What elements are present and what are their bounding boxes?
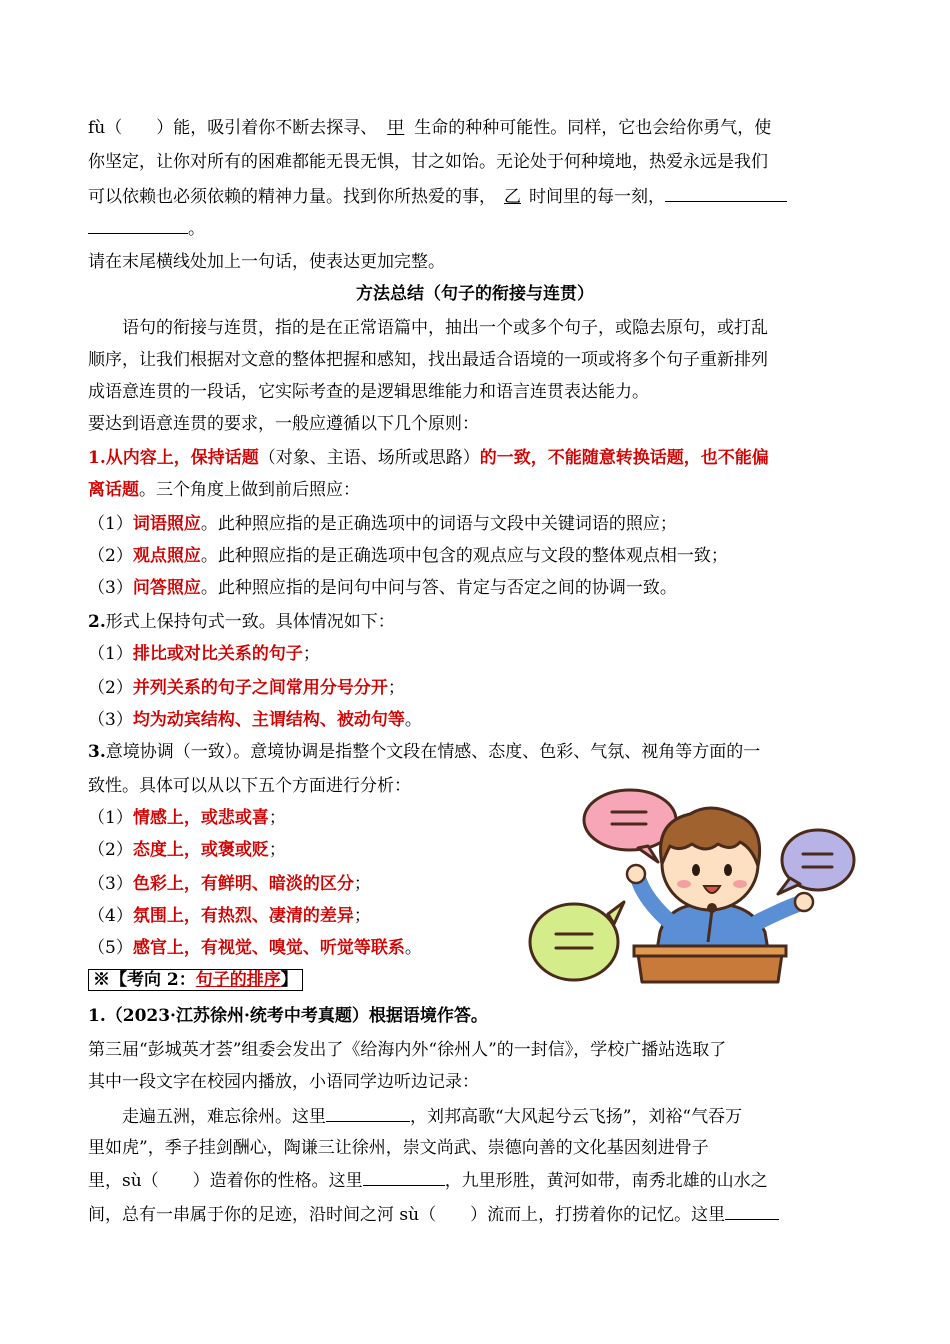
principle-2-item-3: （3）均为动宾结构、主谓结构、被动句等。 bbox=[88, 710, 422, 730]
principle-2-item-2: （2）并列关系的句子之间常用分号分开； bbox=[88, 678, 405, 698]
question-1-text-2: 里如虎”，季子挂剑酬心，陶谦三让徐州，崇文尚武、崇德向善的文化基因刻进骨子 bbox=[88, 1138, 709, 1158]
answer-blank-5 bbox=[725, 1202, 779, 1220]
principle-2-item-1: （1）排比或对比关系的句子； bbox=[88, 644, 320, 664]
principle-3-item-5: （5）感官上，有视觉、嗅觉、听觉等联系。 bbox=[88, 938, 422, 958]
principle-1-line-1: 1.从内容上，保持话题（对象、主语、场所或思路）的一致，不能随意转换话题，也不能偏 bbox=[88, 448, 769, 468]
passage-line-4: 。 bbox=[88, 216, 205, 241]
answer-blank-3 bbox=[326, 1104, 410, 1122]
method-intro-3: 成语意连贯的一段话，它实际考查的是逻辑思维能力和语言连贯表达能力。 bbox=[88, 382, 649, 402]
principle-2: 2.形式上保持句式一致。具体情况如下： bbox=[88, 612, 395, 632]
green-speech-bubble bbox=[530, 902, 624, 980]
method-intro-4: 要达到语意连贯的要求，一般应遵循以下几个原则： bbox=[88, 414, 479, 434]
method-intro-1: 语句的衔接与连贯，指的是在正常语篇中，抽出一个或多个句子，或隐去原句，或打乱 bbox=[122, 318, 768, 338]
answer-blank-2 bbox=[88, 216, 188, 234]
principle-1-item-2: （2）观点照应。此种照应指的是正确选项中包含的观点应与文段的整体观点相一致； bbox=[88, 546, 728, 566]
question-1-text-4: 间，总有一串属于你的足迹，沿时间之河 sù（ ）流而上，打捞着你的记忆。这里 bbox=[88, 1202, 779, 1227]
question-1-text-1: 走遍五洲，难忘徐州。这里 ，刘邦高歌“大风起兮云飞扬”，刘裕“气吞万 bbox=[122, 1104, 742, 1129]
answer-blank-1 bbox=[665, 184, 787, 202]
question-1-intro-1: 第三届“彭城英才荟”组委会发出了《给海内外“徐州人”的一封信》，学校广播站选取了 bbox=[88, 1040, 727, 1060]
principle-3-line-2: 致性。具体可以从以下五个方面进行分析： bbox=[88, 776, 411, 796]
speaking-boy-illustration bbox=[520, 782, 860, 987]
principle-1-item-1: （1）词语照应。此种照应指的是正确选项中的词语与文段中关键词语的照应； bbox=[88, 514, 677, 534]
blank-jia: 甲 bbox=[387, 118, 405, 138]
instruction: 请在末尾横线处加上一句话，使表达更加完整。 bbox=[88, 252, 445, 272]
passage-line-3: 可以依赖也必须依赖的精神力量。找到你所热爱的事， 乙 时间里的每一刻， bbox=[88, 184, 787, 209]
principle-3-line-1: 3.意境协调（一致）。意境协调是指整个文段在情感、态度、色彩、气氛、视角等方面的一 bbox=[88, 742, 761, 762]
principle-3-item-2: （2）态度上，或褒或贬； bbox=[88, 840, 286, 860]
principle-3-item-4: （4）氛围上，有热烈、凄清的差异； bbox=[88, 906, 371, 926]
principle-3-item-3: （3）色彩上，有鲜明、暗淡的区分； bbox=[88, 874, 371, 894]
principle-1-line-2: 离话题。三个角度上做到前后照应： bbox=[88, 480, 360, 500]
question-1-text-3: 里，sù（ ）造着你的性格。这里 ，九里形胜，黄河如带，南秀北雄的山水之 bbox=[88, 1168, 768, 1193]
principle-3-item-1: （1）情感上，或悲或喜； bbox=[88, 808, 286, 828]
method-intro-2: 顺序，让我们根据对文意的整体把握和感知，找出最适合语境的一项或将多个句子重新排列 bbox=[88, 350, 768, 370]
passage-line-1: fù（ ）能，吸引着你不断去探寻、 甲 生命的种种可能性。同样，它也会给你勇气，使 bbox=[88, 118, 772, 138]
principle-1-item-3: （3）问答照应。此种照应指的是问句中问与答、肯定与否定之间的协调一致。 bbox=[88, 578, 677, 598]
purple-speech-bubble bbox=[778, 830, 854, 894]
question-1-intro-2: 其中一段文字在校园内播放，小语同学边听边记录： bbox=[88, 1072, 479, 1092]
passage-line-2: 你坚定，让你对所有的困难都能无畏无惧，甘之如饴。无论处于何种境地，热爱永远是我们 bbox=[88, 152, 768, 172]
blank-yi: 乙 bbox=[504, 187, 521, 207]
section-2-header: ※【考向 2：句子的排序】 bbox=[88, 968, 303, 992]
answer-blank-4 bbox=[363, 1168, 445, 1186]
question-1-title: 1.（2023·江苏徐州·统考中考真题）根据语境作答。 bbox=[88, 1006, 488, 1026]
method-title: 方法总结（句子的衔接与连贯） bbox=[356, 284, 594, 304]
